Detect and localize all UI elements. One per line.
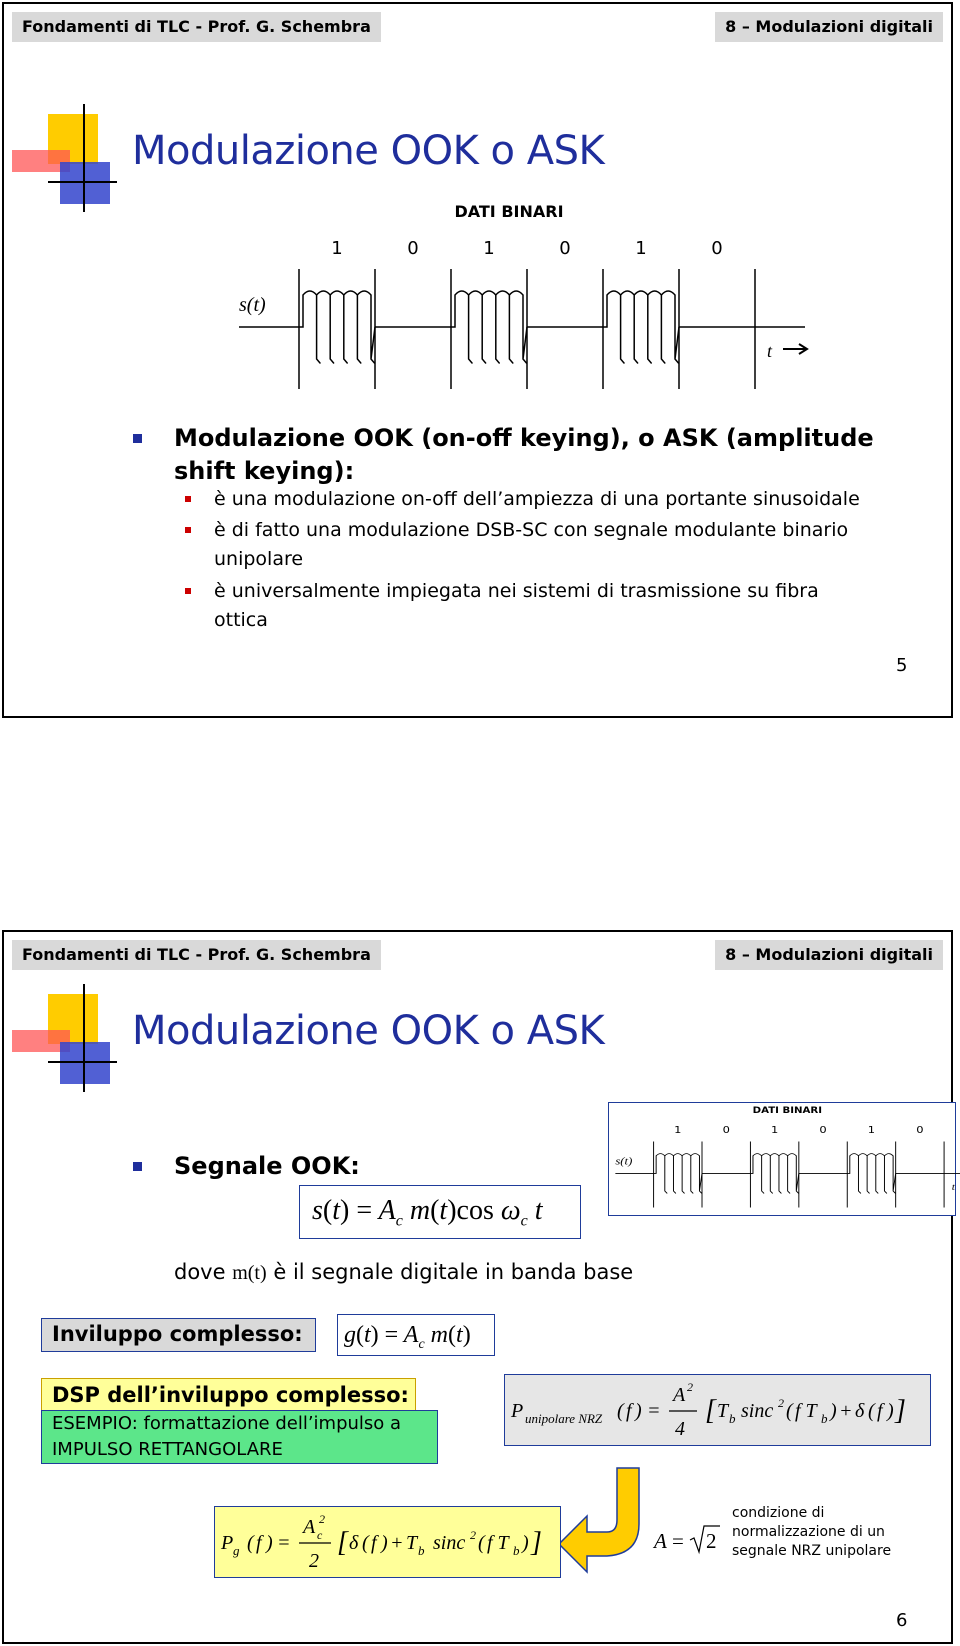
bit-label: 1 — [483, 238, 495, 259]
svg-text:[: [ — [705, 1395, 716, 1426]
svg-text:[: [ — [337, 1527, 348, 1558]
svg-text:sinc: sinc — [433, 1532, 466, 1554]
segnale-bullet — [136, 1150, 360, 1183]
slide-page-5 — [2, 2, 953, 718]
slide-page-6 — [2, 930, 953, 1644]
svg-text:unipolare NRZ: unipolare NRZ — [525, 1411, 603, 1426]
bit-label: 1 — [331, 238, 343, 259]
svg-text:2: 2 — [778, 1396, 784, 1410]
time-axis-label: t — [767, 341, 773, 361]
title-decoration-icon — [12, 102, 117, 212]
svg-text:2: 2 — [470, 1528, 476, 1542]
svg-text:2: 2 — [309, 1550, 319, 1572]
bit-label: 0 — [711, 238, 723, 259]
svg-text:b: b — [729, 1411, 736, 1426]
note-line2: normalizzazione di un — [732, 1524, 885, 1540]
time-arrow-icon — [783, 344, 807, 354]
slide-title: Modulazione OOK o ASK — [132, 1008, 605, 1054]
sub-bullet-text-cont: unipolare — [214, 548, 304, 570]
svg-text:2: 2 — [319, 1512, 325, 1526]
complex-envelope-formula: $g(t) = A_c$ m(t) — [337, 1314, 495, 1356]
gaussian-psd-formula-graphic — [215, 1507, 560, 1577]
svg-text:): ) — [635, 1400, 642, 1422]
svg-text:A: A — [654, 1529, 667, 1553]
esempio-line1: ESEMPIO: formattazione dell’impulso a — [52, 1413, 402, 1434]
svg-text:f T: f T — [487, 1532, 509, 1554]
normalization-note — [732, 1504, 891, 1561]
dove-mt: m(t) — [232, 1262, 267, 1284]
carrier-burst — [654, 1154, 702, 1194]
carrier-burst — [299, 291, 375, 363]
bit-label: 0 — [407, 238, 419, 259]
note-line1: condizione di — [732, 1505, 825, 1521]
svg-text:(: ( — [617, 1400, 624, 1422]
title-decoration-icon — [12, 982, 117, 1092]
svg-text:): ) — [381, 1532, 388, 1554]
bit-label: 1 — [770, 1124, 779, 1137]
dove-suffix: è il segnale digitale in banda base — [273, 1260, 634, 1284]
bit-label: 1 — [635, 238, 647, 259]
gaussian-psd-formula — [214, 1506, 561, 1578]
bit-label: 0 — [819, 1124, 827, 1137]
svg-text:(: ( — [478, 1532, 485, 1554]
main-bullet-line2: shift keying): — [174, 457, 355, 485]
svg-text:4: 4 — [675, 1418, 685, 1440]
svg-text:f: f — [877, 1400, 883, 1422]
sub-bullet-text-cont: ottica — [214, 609, 268, 631]
bit-label: 0 — [916, 1124, 924, 1137]
esempio-line2: IMPULSO RETTANGOLARE — [52, 1439, 283, 1460]
svg-text:P: P — [511, 1400, 524, 1422]
curved-arrow-icon — [557, 1464, 647, 1576]
svg-text:f: f — [626, 1400, 632, 1422]
note-line3: segnale NRZ unipolare — [732, 1543, 892, 1559]
main-bullet-line1: Modulazione OOK (on-off keying), o ASK (amplitude — [174, 424, 874, 452]
segnale-label: Segnale OOK: — [174, 1152, 360, 1180]
svg-text:b: b — [821, 1411, 828, 1426]
svg-text:(: ( — [868, 1400, 875, 1422]
svg-text:): ) — [887, 1400, 894, 1422]
sub-bullet-text: è una modulazione on-off dell’ampiezza di una portante sinusoidale — [214, 488, 860, 510]
bit-label: 0 — [722, 1124, 730, 1137]
bullet-square-icon — [185, 496, 191, 502]
svg-text:g: g — [233, 1543, 240, 1558]
svg-text:=: = — [277, 1532, 291, 1554]
inviluppo-label: Inviluppo complesso: — [41, 1318, 316, 1352]
svg-text:f: f — [371, 1532, 377, 1554]
svg-text:T: T — [717, 1400, 729, 1422]
svg-text:δ: δ — [855, 1400, 865, 1422]
time-axis-label: t — [951, 1181, 955, 1193]
svg-text:): ) — [266, 1532, 273, 1554]
svg-text:]: ] — [895, 1395, 906, 1426]
signal-axis-label: s(t) — [239, 294, 266, 316]
svg-text:): ) — [830, 1400, 837, 1422]
bit-label: 1 — [674, 1124, 682, 1137]
ook-waveform-figure — [229, 199, 773, 399]
svg-text:f T: f T — [795, 1400, 817, 1422]
carrier-burst — [750, 1154, 798, 1194]
ook-waveform-figure — [609, 1103, 953, 1213]
header-chapter: 8 – Modulazioni digitali — [715, 12, 943, 42]
svg-text:(: ( — [247, 1532, 254, 1554]
nrz-psd-formula-graphic — [505, 1375, 930, 1445]
svg-text:f: f — [256, 1532, 262, 1554]
slide-title: Modulazione OOK o ASK — [132, 128, 605, 174]
svg-text:T: T — [406, 1532, 418, 1554]
svg-text:): ) — [522, 1532, 529, 1554]
header-course-title: Fondamenti di TLC - Prof. G. Schembra — [12, 12, 381, 42]
svg-text:=: = — [672, 1529, 684, 1553]
figure-label-dati-binari: DATI BINARI — [752, 1105, 823, 1116]
svg-text:δ: δ — [349, 1532, 359, 1554]
carrier-burst — [847, 1154, 895, 1194]
header-course-title: Fondamenti di TLC - Prof. G. Schembra — [12, 940, 381, 970]
svg-text:+: + — [390, 1532, 404, 1554]
svg-text:2: 2 — [687, 1380, 693, 1394]
bit-label: 1 — [867, 1124, 876, 1137]
dove-prefix: dove — [174, 1260, 226, 1284]
signal-axis-label: s(t) — [615, 1154, 633, 1168]
svg-text:P: P — [221, 1532, 234, 1554]
svg-text:b: b — [513, 1543, 520, 1558]
svg-text:A: A — [673, 1384, 686, 1406]
svg-text:=: = — [647, 1400, 661, 1422]
ook-signal-formula: $s(t) = A_c$ m(t)cos $\omega_c$ t — [299, 1185, 581, 1239]
sub-bullet-text: è di fatto una modulazione DSB-SC con segnale modulante binario — [214, 519, 849, 541]
header-chapter: 8 – Modulazioni digitali — [715, 940, 943, 970]
svg-text:sinc: sinc — [741, 1400, 774, 1422]
svg-text:(: ( — [786, 1400, 793, 1422]
svg-text:A: A — [303, 1516, 316, 1538]
svg-text:b: b — [418, 1543, 425, 1558]
svg-text:c: c — [317, 1528, 323, 1542]
bullet-square-icon — [185, 527, 191, 533]
normalization-formula — [652, 1518, 722, 1564]
bullet-square-icon — [185, 588, 191, 594]
svg-text:]: ] — [531, 1527, 542, 1558]
dsp-label: DSP dell’inviluppo complesso: — [41, 1378, 416, 1412]
svg-text:+: + — [839, 1400, 853, 1422]
esempio-box — [41, 1410, 438, 1464]
carrier-burst — [603, 291, 679, 363]
dove-line — [174, 1260, 633, 1285]
svg-text:2: 2 — [706, 1529, 717, 1553]
sub-bullet-3 — [186, 577, 906, 635]
nrz-psd-formula — [504, 1374, 931, 1446]
figure-label-dati-binari: DATI BINARI — [454, 202, 564, 221]
sub-bullet-2 — [186, 516, 906, 574]
carrier-burst — [451, 291, 527, 363]
page-number: 6 — [896, 1610, 908, 1631]
sub-bullet-text: è universalmente impiegata nei sistemi di trasmissione su fibra — [214, 580, 819, 602]
svg-text:(: ( — [362, 1532, 369, 1554]
bullet-square-icon — [133, 434, 142, 443]
sub-bullet-1 — [186, 485, 906, 514]
page-number: 5 — [896, 655, 908, 676]
main-bullet — [136, 422, 874, 488]
bullet-square-icon — [133, 1162, 142, 1171]
ook-waveform-figure-box — [608, 1102, 956, 1216]
bit-label: 0 — [559, 238, 571, 259]
